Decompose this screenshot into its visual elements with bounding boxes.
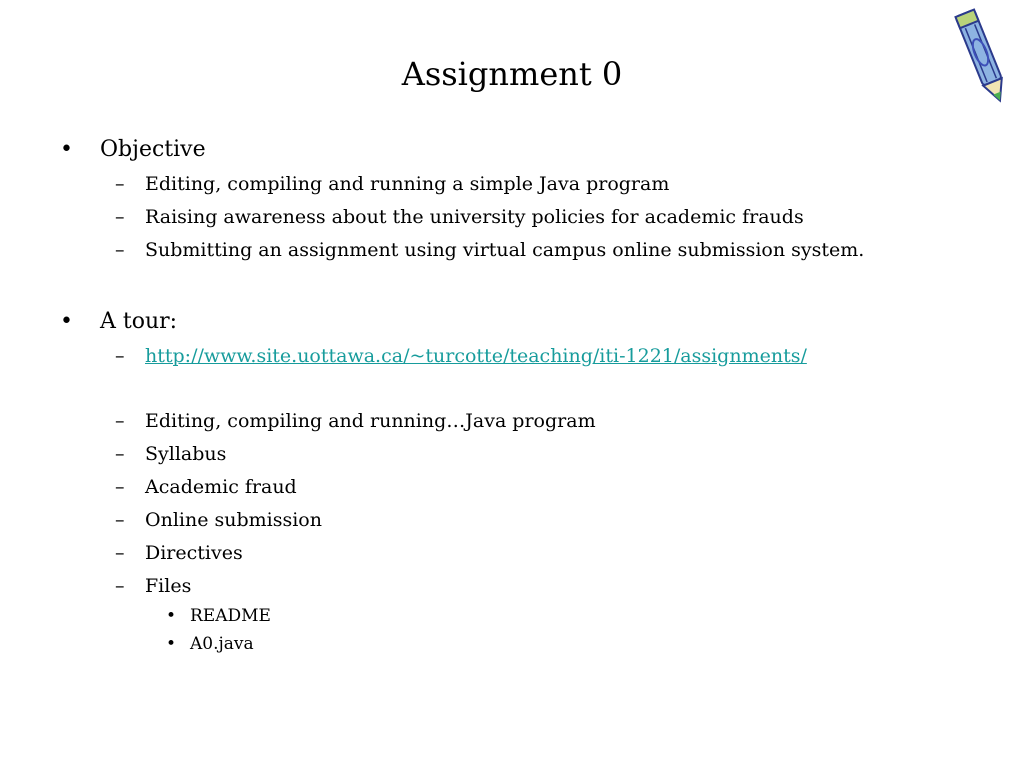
tour-heading: A tour: bbox=[100, 309, 178, 334]
file-item-text: README bbox=[190, 606, 271, 626]
tour-item bbox=[115, 573, 192, 599]
dash-marker: – bbox=[115, 575, 125, 597]
tour-item bbox=[115, 507, 322, 533]
tour-item bbox=[115, 540, 243, 566]
objective-item-text: Raising awareness about the university policies for academic frauds bbox=[145, 206, 804, 228]
assignments-link[interactable]: http://www.site.uottawa.ca/~turcotte/teaching/iti-1221/assignments/ bbox=[145, 345, 807, 367]
dash-marker: – bbox=[115, 476, 125, 498]
objective-item-text: Editing, compiling and running a simple Java program bbox=[145, 173, 670, 195]
tour-item bbox=[115, 474, 297, 500]
file-item-text: A0.java bbox=[190, 634, 254, 654]
dash-marker: – bbox=[115, 239, 125, 261]
tour-link-item bbox=[115, 343, 807, 369]
objective-item-text: Submitting an assignment using virtual campus online submission system. bbox=[145, 239, 865, 261]
objective-item bbox=[115, 204, 804, 230]
dash-marker: – bbox=[115, 173, 125, 195]
dash-marker: – bbox=[115, 542, 125, 564]
pencil-icon bbox=[950, 4, 1014, 108]
tour-item-text: Online submission bbox=[145, 509, 322, 531]
bullet-objective bbox=[60, 136, 206, 164]
tour-item-text: Syllabus bbox=[145, 443, 227, 465]
tour-item bbox=[115, 408, 596, 434]
objective-item bbox=[115, 171, 670, 197]
bullet-marker: • bbox=[60, 137, 73, 162]
objective-item bbox=[115, 237, 865, 263]
file-item bbox=[166, 633, 254, 655]
bullet-marker: • bbox=[166, 606, 177, 626]
slide-title: Assignment 0 bbox=[401, 55, 623, 93]
dash-marker: – bbox=[115, 509, 125, 531]
tour-item-text: Academic fraud bbox=[145, 476, 297, 498]
dash-marker: – bbox=[115, 206, 125, 228]
objective-heading: Objective bbox=[100, 137, 206, 162]
bullet-marker: • bbox=[60, 309, 73, 334]
tour-item-text: Editing, compiling and running…Java program bbox=[145, 410, 596, 432]
bullet-marker: • bbox=[166, 634, 177, 654]
bullet-tour bbox=[60, 308, 178, 336]
file-item bbox=[166, 605, 271, 627]
tour-item-text: Files bbox=[145, 575, 192, 597]
dash-marker: – bbox=[115, 443, 125, 465]
tour-item-text: Directives bbox=[145, 542, 243, 564]
dash-marker: – bbox=[115, 410, 125, 432]
tour-item bbox=[115, 441, 227, 467]
dash-marker: – bbox=[115, 345, 125, 367]
